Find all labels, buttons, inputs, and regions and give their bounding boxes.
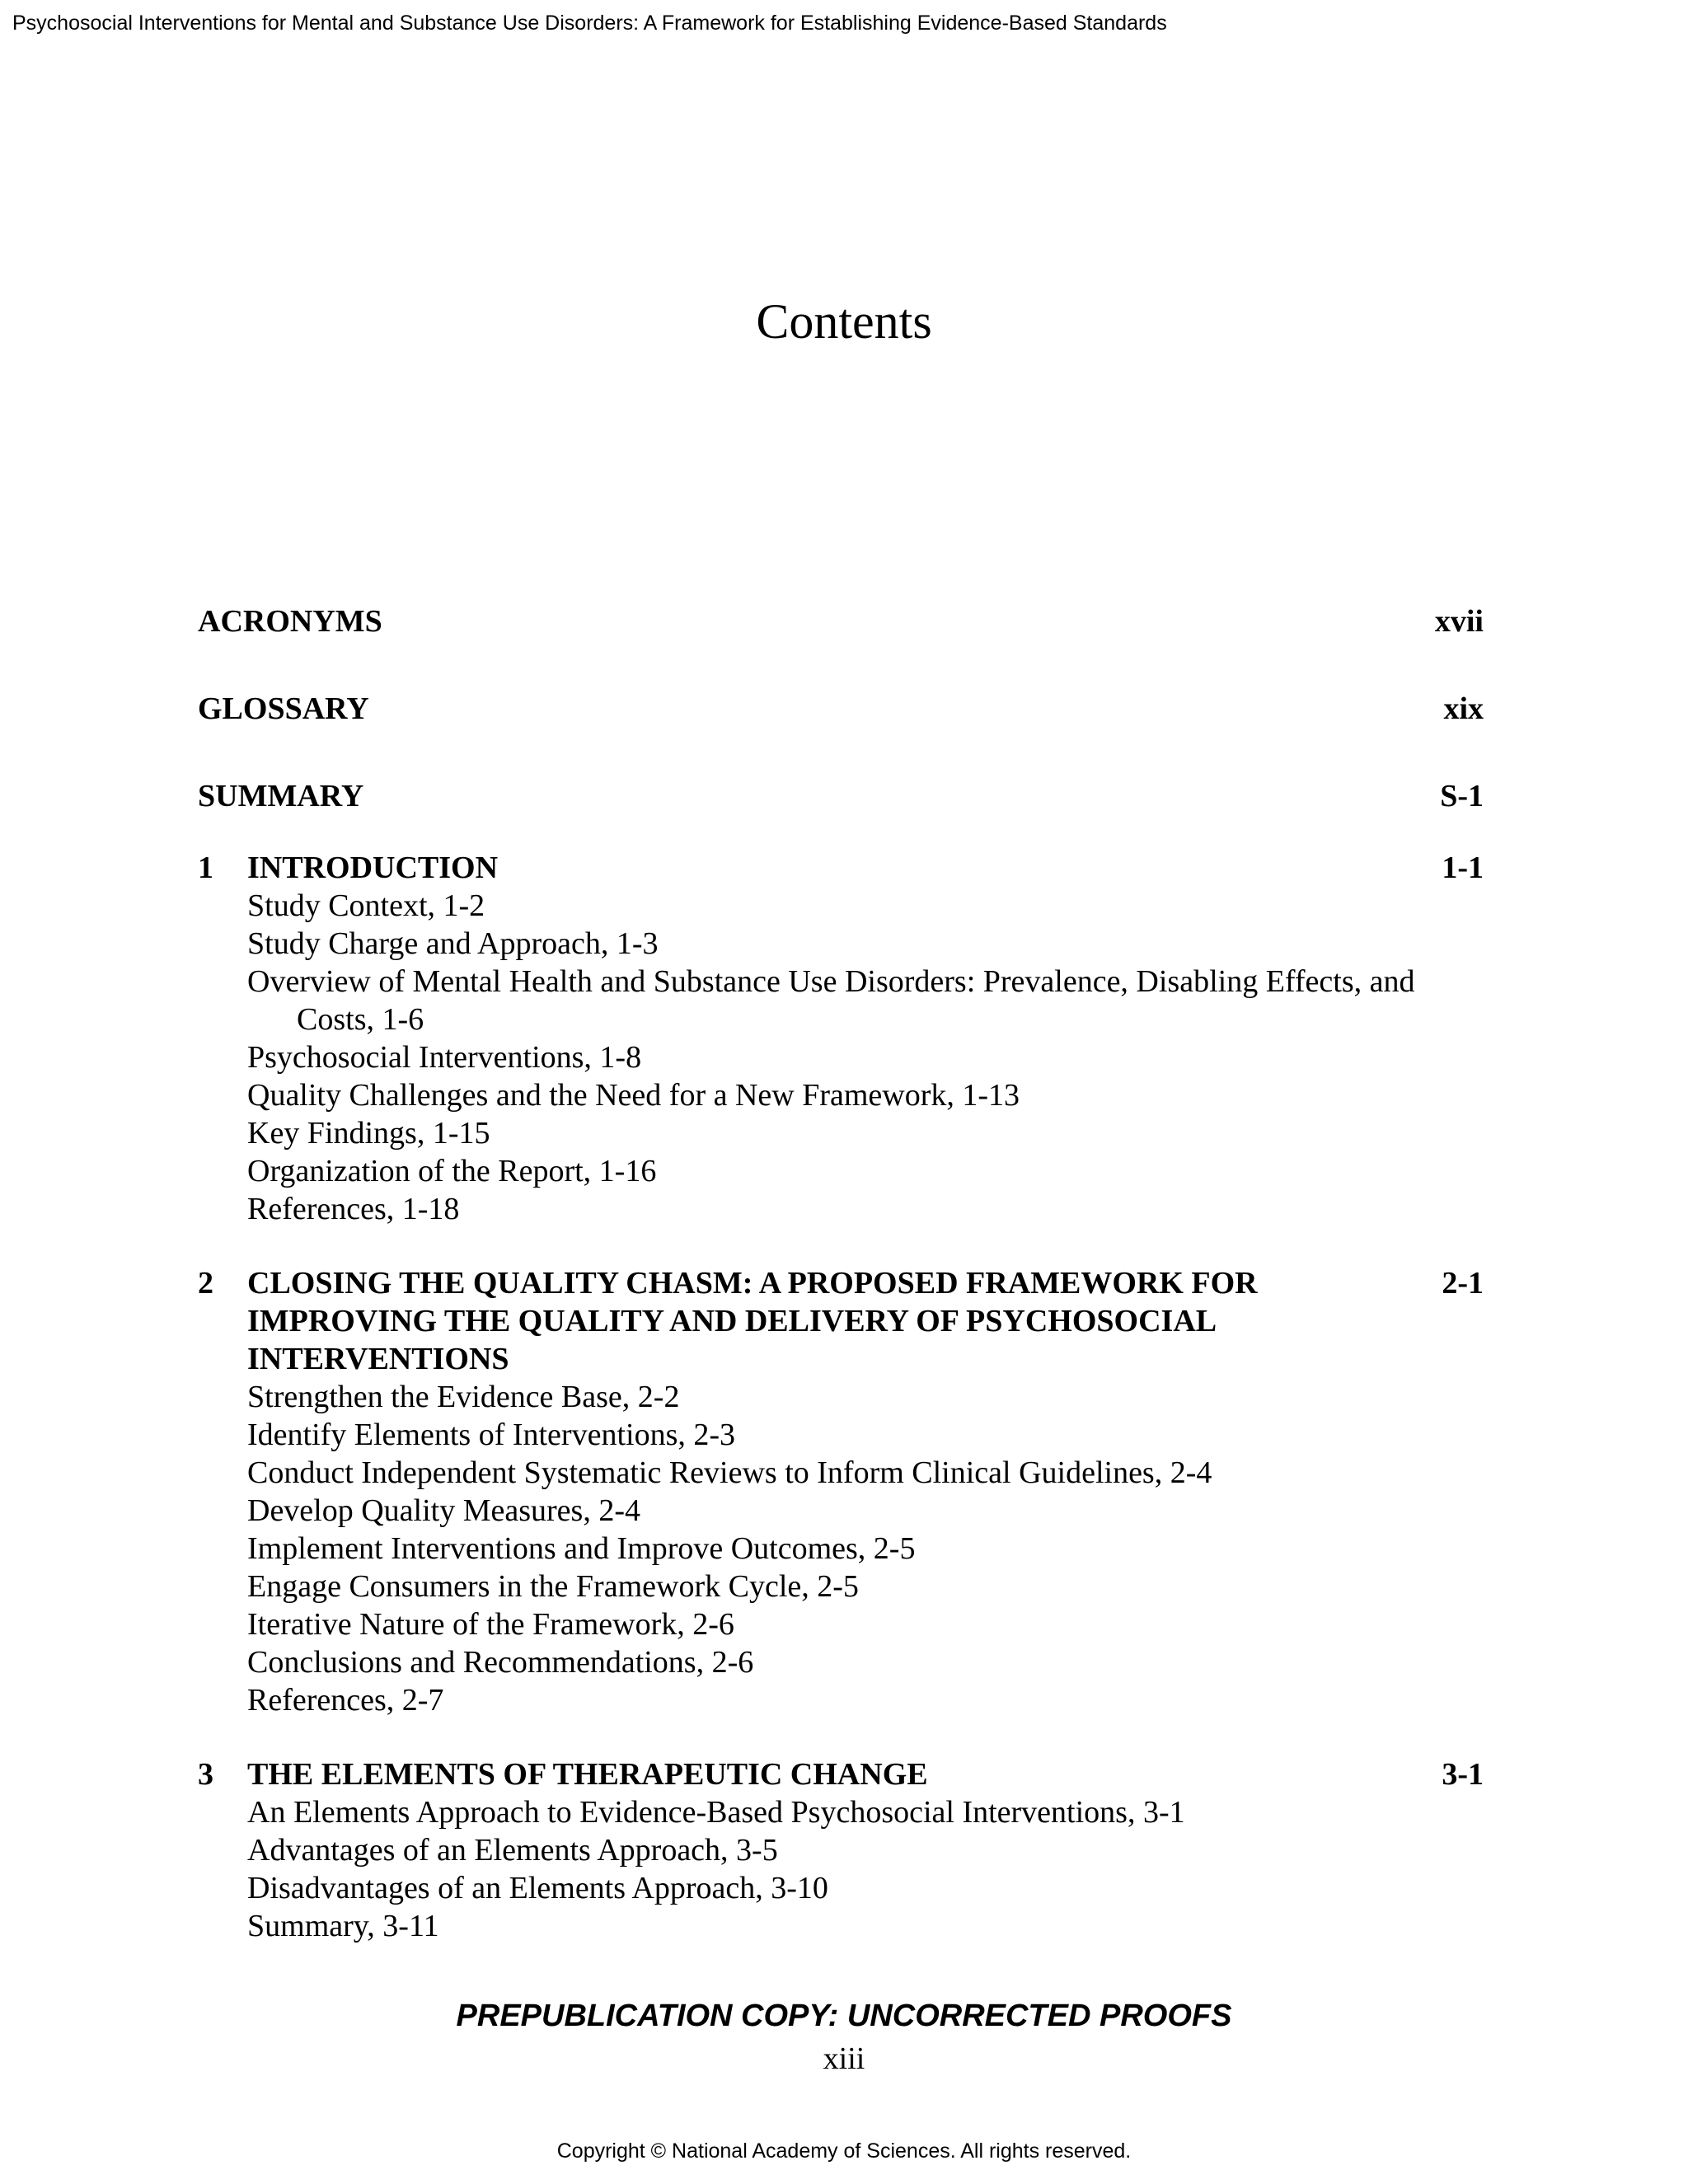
chapter-number: 2 (198, 1266, 213, 1301)
toc-section[interactable]: Implement Interventions and Improve Outcomes, 2-5 (247, 1531, 916, 1566)
page-title: Contents (756, 294, 932, 349)
toc-section[interactable]: Advantages of an Elements Approach, 3-5 (247, 1833, 778, 1868)
toc-chapter-2 (198, 1264, 1484, 1719)
toc-entry-title: GLOSSARY (198, 691, 369, 726)
chapter-number: 3 (198, 1757, 213, 1792)
toc-section[interactable]: Disadvantages of an Elements Approach, 3-10 (247, 1871, 828, 1905)
toc-entry-title: ACRONYMS (198, 604, 382, 639)
copyright-notice: Copyright © National Academy of Sciences. All rights reserved. (556, 2139, 1132, 2163)
toc-entry-title: SUMMARY (198, 779, 364, 813)
chapter-title[interactable]: CLOSING THE QUALITY CHASM: A PROPOSED FRAMEWORK FOR IMPROVING THE QUALITY AND DELIVERY OF PSYCHOSOCIAL INTERVENTIONS (247, 1266, 1258, 1376)
toc-section[interactable]: Strengthen the Evidence Base, 2-2 (247, 1380, 680, 1414)
chapter-sections (247, 1378, 1484, 1719)
toc-section[interactable]: Overview of Mental Health and Substance Use Disorders: Prevalence, Disabling Effects, and Costs, 1-6 (247, 964, 1415, 1037)
chapter-page: 1-1 (1442, 851, 1484, 885)
page-number: xiii (823, 2041, 865, 2076)
running-header: Psychosocial Interventions for Mental and Substance Use Disorders: A Framework for Establishing Evidence-Based Standards (12, 12, 1167, 35)
toc-entry-acronyms[interactable] (198, 603, 1484, 643)
toc-section[interactable]: Conclusions and Recommendations, 2-6 (247, 1645, 754, 1680)
toc-section[interactable]: Organization of the Report, 1-16 (247, 1154, 657, 1188)
toc-section[interactable]: References, 1-18 (247, 1192, 460, 1226)
toc-chapter-1 (198, 849, 1484, 1228)
toc-section[interactable]: Develop Quality Measures, 2-4 (247, 1493, 640, 1528)
toc-chapter-3 (198, 1755, 1484, 1945)
toc-entry-page: xvii (1434, 604, 1484, 639)
toc-section[interactable]: An Elements Approach to Evidence-Based Psychosocial Interventions, 3-1 (247, 1795, 1185, 1830)
toc-section[interactable]: Identify Elements of Interventions, 2-3 (247, 1418, 736, 1452)
toc-section[interactable]: Summary, 3-11 (247, 1909, 439, 1943)
toc-section[interactable]: Engage Consumers in the Framework Cycle, 2-5 (247, 1569, 859, 1604)
toc-entry-summary[interactable] (198, 778, 1484, 818)
chapter-sections (247, 1793, 1484, 1945)
toc-entry-glossary[interactable] (198, 691, 1484, 730)
prepublication-notice: PREPUBLICATION COPY: UNCORRECTED PROOFS (456, 1999, 1232, 2033)
toc-entry-page: xix (1443, 691, 1484, 726)
toc-entry-page: S-1 (1440, 779, 1484, 813)
chapter-title[interactable]: INTRODUCTION (247, 851, 499, 885)
toc-section[interactable]: References, 2-7 (247, 1683, 444, 1718)
chapter-page: 3-1 (1442, 1757, 1484, 1792)
toc-section[interactable]: Psychosocial Interventions, 1-8 (247, 1040, 642, 1075)
chapter-page: 2-1 (1442, 1266, 1484, 1301)
toc-section[interactable]: Key Findings, 1-15 (247, 1116, 490, 1151)
chapter-number: 1 (198, 851, 213, 885)
chapter-sections (247, 887, 1484, 1228)
toc-section[interactable]: Iterative Nature of the Framework, 2-6 (247, 1607, 734, 1642)
toc-section[interactable]: Quality Challenges and the Need for a New Framework, 1-13 (247, 1078, 1020, 1113)
toc-section[interactable]: Study Charge and Approach, 1-3 (247, 926, 659, 961)
toc-section[interactable]: Study Context, 1-2 (247, 888, 485, 923)
chapter-title[interactable]: THE ELEMENTS OF THERAPEUTIC CHANGE (247, 1757, 928, 1792)
toc-section[interactable]: Conduct Independent Systematic Reviews to Inform Clinical Guidelines, 2-4 (247, 1455, 1212, 1490)
